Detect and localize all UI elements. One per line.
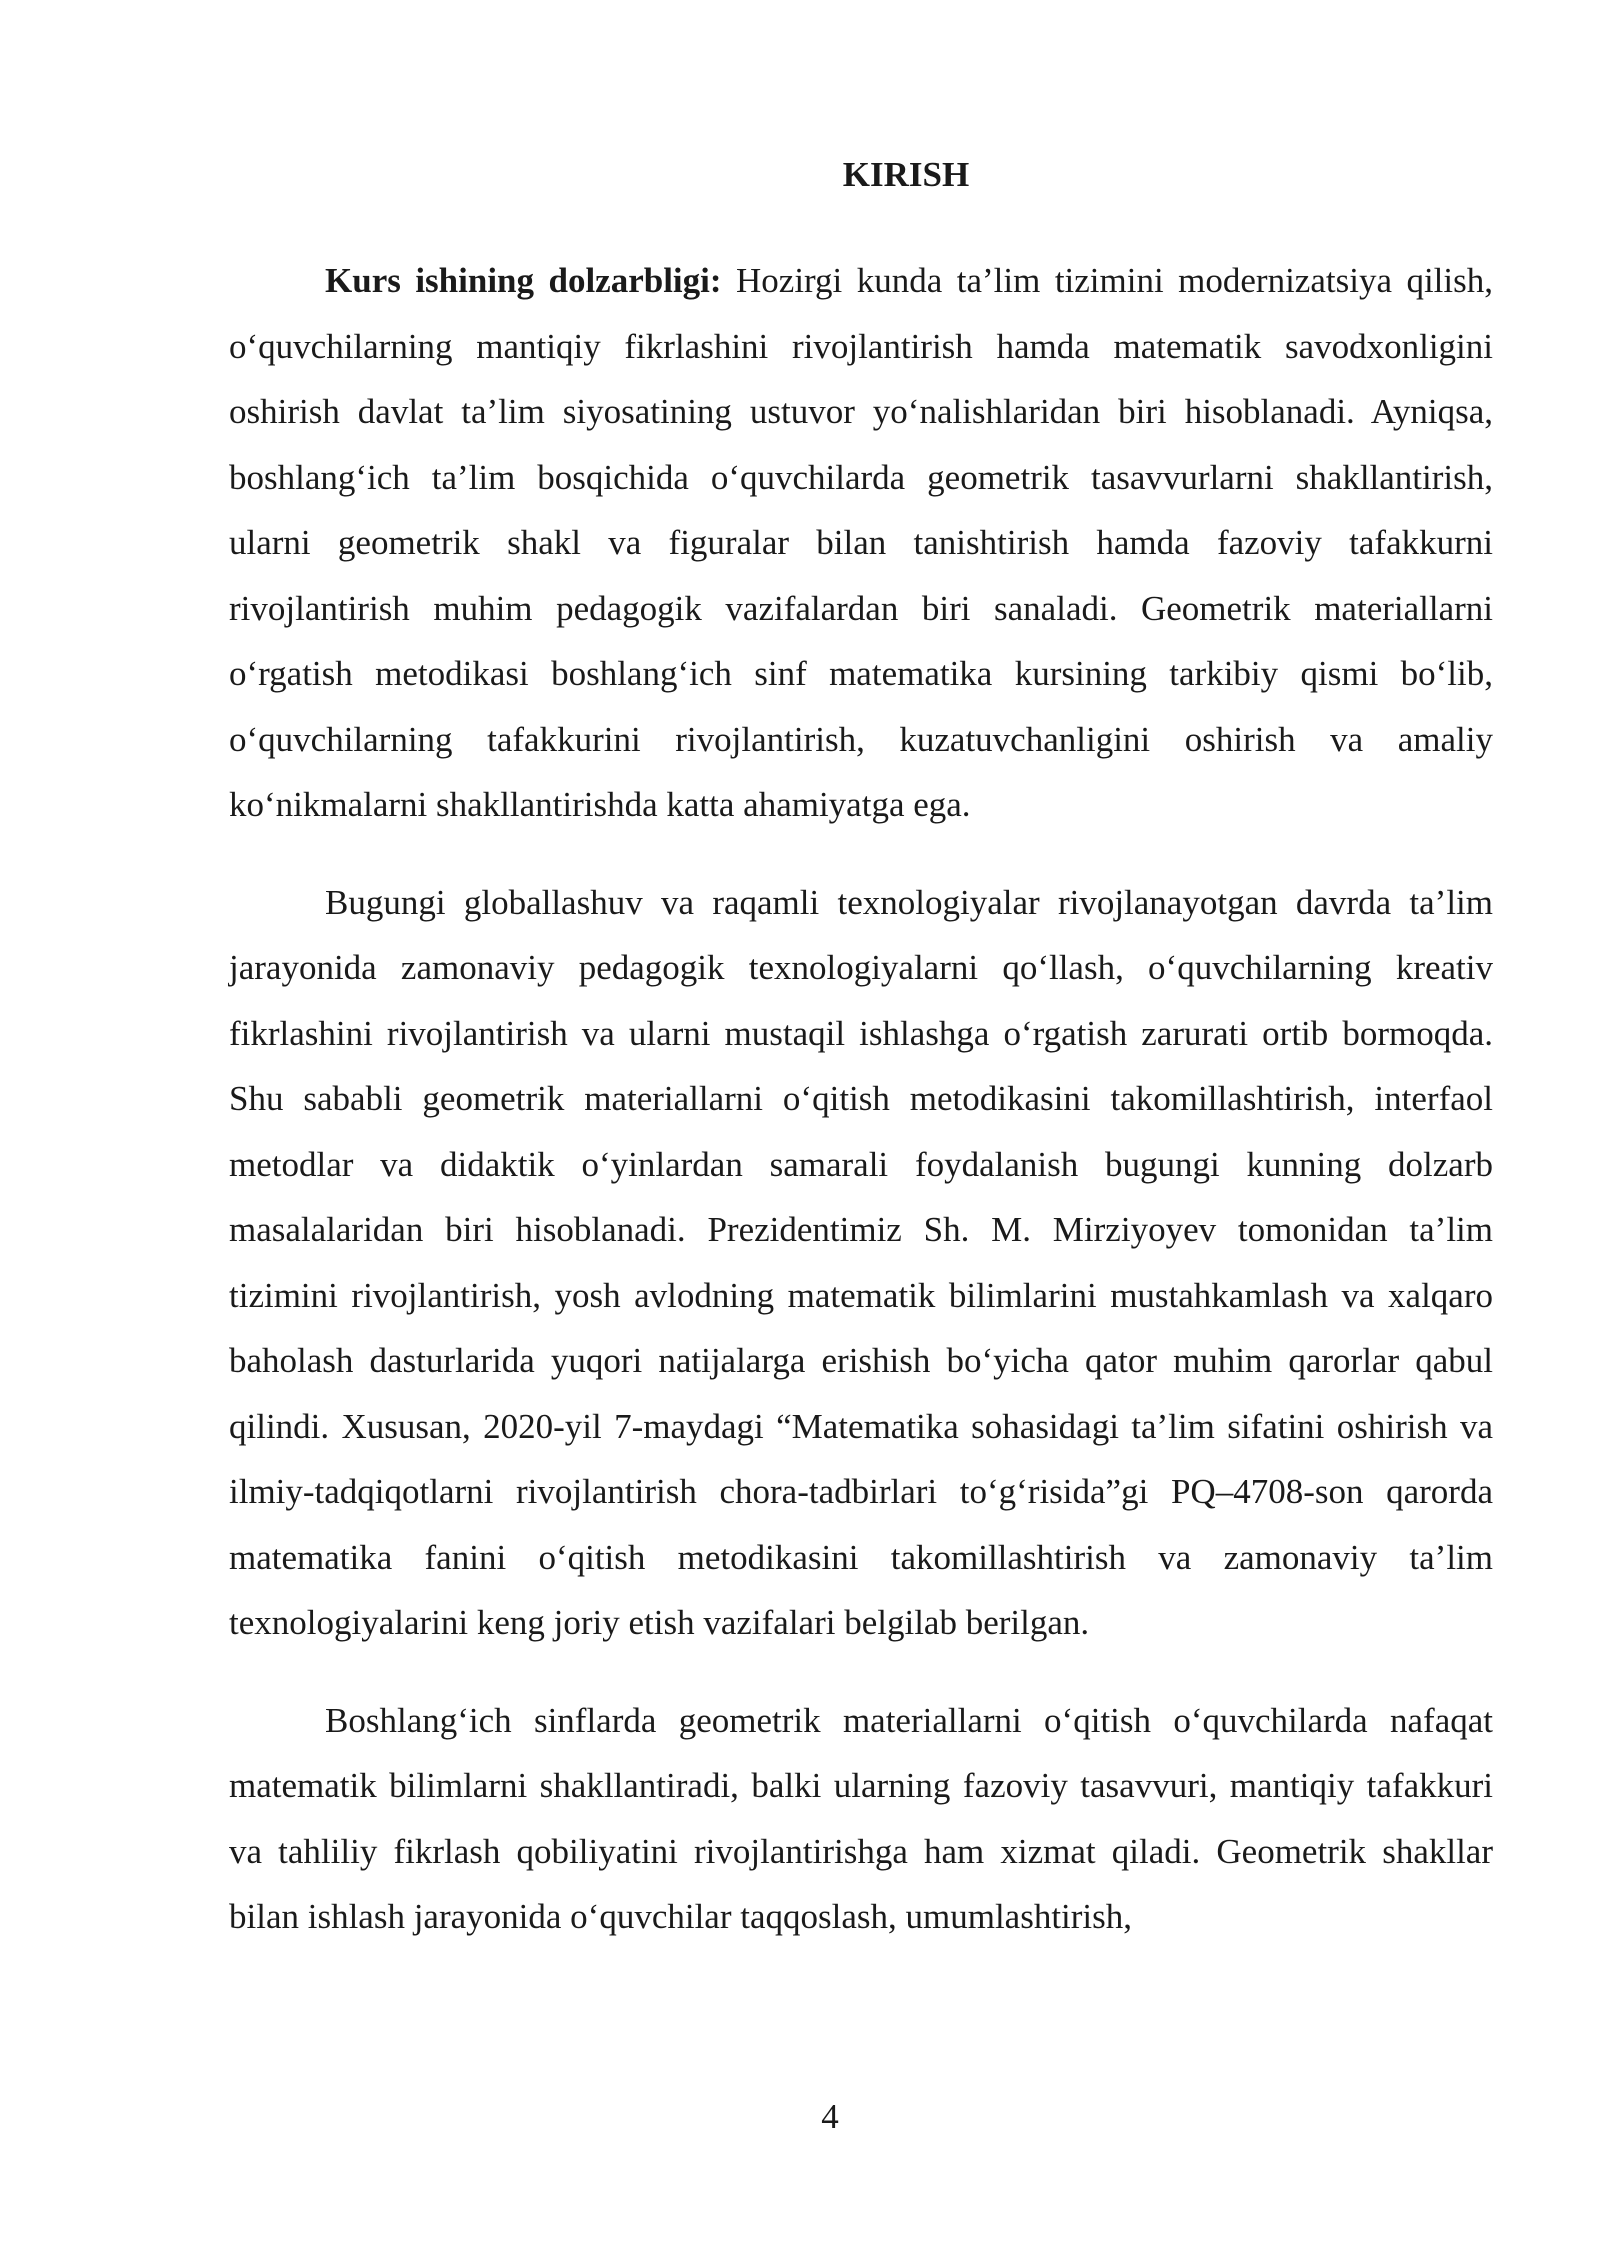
paragraph-text: Hozirgi kunda ta’lim tizimini modernizatsiya qilish, o‘quvchilarning mantiqiy fikrlashini rivojlantirish hamda matematik savodxonligini oshirish davlat ta’lim siyosatining ustuvor yo‘nalishlaridan biri hisoblanadi. Ayniqsa, boshlang‘ich ta’lim bosqichida o‘quvchilarda geometrik tasavvurlarni shakllantirish, ularni geometrik shakl va figuralar bilan tanishtirish hamda fazoviy tafakkurni rivojlantirish muhim pedagogik vazifalardan biri sanaladi. Geometrik materiallarni o‘rgatish metodikasi boshlang‘ich sinf matematika kursining tarkibiy qismi bo‘lib, o‘quvchilarning tafakkurini rivojlantirish, kuzatuvchanligini oshirish va amaliy ko‘nikmalarni shakllantirishda katta ahamiyatga ega.: [229, 261, 1493, 824]
paragraph-globalization: Bugungi globallashuv va raqamli texnologiyalar rivojlanayotgan davrda ta’lim jarayonida zamonaviy pedagogik texnologiyalarni qo‘llash, o‘quvchilarning kreativ fikrlashini rivojlantirish va ularni mustaqil ishlashga o‘rgatish zarurati ortib bormoqda. Shu sababli geometrik materiallarni o‘qitish metodikasini takomillashtirish, interfaol metodlar va didaktik o‘yinlardan samarali foydalanish bugungi kunning dolzarb masalalaridan biri hisoblanadi. Prezidentimiz Sh. M. Mirziyoyev tomonidan ta’lim tizimini rivojlantirish, yosh avlodning matematik bilimlarini mustahkamlash va xalqaro baholash dasturlarida yuqori natijalarga erishish bo‘yicha qator muhim qarorlar qabul qilindi. Xususan, 2020-yil 7-maydagi “Matematika sohasidagi ta’lim sifatini oshirish va ilmiy-tadqiqotlarni rivojlantirish chora-tadbirlari to‘g‘risida”gi PQ–4708-son qarorda matematika fanini o‘qitish metodikasini takomillashtirish va zamonaviy ta’lim texnologiyalarini keng joriy etish vazifalari belgilab berilgan.: [229, 882, 1493, 1642]
page-number: 4: [821, 2097, 839, 2136]
paragraph-primary-classes: Boshlang‘ich sinflarda geometrik materiallarni o‘qitish o‘quvchilarda nafaqat matematik bilimlarni shakllantiradi, balki ularning fazoviy tasavvuri, mantiqiy tafakkuri va tahliliy fikrlash qobiliyatini rivojlantirishga ham xizmat qiladi. Geometrik shakllar bilan ishlash jarayonida o‘quvchilar taqqoslash, umumlashtirish,: [229, 1700, 1493, 1936]
section-heading: KIRISH: [842, 155, 970, 194]
body-text: [229, 248, 1493, 1982]
paragraph-lead: Kurs ishining dolzarbligi:: [325, 261, 722, 300]
paragraph-relevance: [229, 248, 1493, 838]
